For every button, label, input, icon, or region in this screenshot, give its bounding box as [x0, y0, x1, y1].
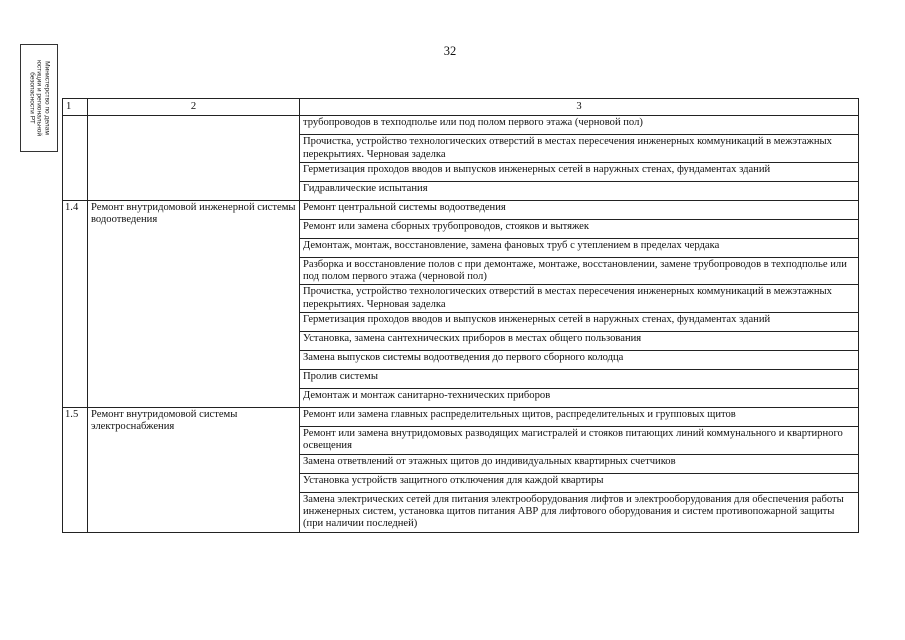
- work-item: Прочистка, устройство технологических отверстий в местах пересечения инженерных коммуникаций в межэтажных перекрытиях. Черновая заделка: [300, 285, 859, 313]
- work-item: Пролив системы: [300, 370, 859, 389]
- work-item: Замена выпусков системы водоотведения до первого сборного колодца: [300, 351, 859, 370]
- section-number: 1.5: [63, 408, 88, 532]
- table-row: [63, 116, 859, 135]
- work-item: Разборка и восстановление полов с при демонтаже, монтаже, восстановлении, замене трубопроводов в техподполье или под полом первого этажа (черновой пол): [300, 257, 859, 285]
- section-title: Ремонт внутридомовой инженерной системы водоотведения: [88, 200, 300, 407]
- ministry-stamp: [20, 44, 58, 152]
- work-item: Ремонт или замена сборных трубопроводов, стояков и вытяжек: [300, 219, 859, 238]
- stamp-line: Министерство по делам: [43, 61, 51, 135]
- work-item: Герметизация проходов вводов и выпусков инженерных сетей в наружных стенах, фундаментах зданий: [300, 162, 859, 181]
- work-item: Ремонт центральной системы водоотведения: [300, 200, 859, 219]
- section-title: Ремонт внутридомовой системы электроснабжения: [88, 408, 300, 532]
- work-item: Ремонт или замена внутридомовых разводящих магистралей и стояков питающих линий коммунального и квартирного освещения: [300, 427, 859, 455]
- header-cell: 3: [300, 99, 859, 116]
- work-item: Ремонт или замена главных распределительных щитов, распределительных и групповых щитов: [300, 408, 859, 427]
- table-row: [63, 408, 859, 427]
- work-item: Замена ответвлений от этажных щитов до индивидуальных квартирных счетчиков: [300, 454, 859, 473]
- work-item: Установка устройств защитного отключения для каждой квартиры: [300, 473, 859, 492]
- work-item: Герметизация проходов вводов и выпусков инженерных сетей в наружных стенах, фундаментах зданий: [300, 313, 859, 332]
- header-cell: 1: [63, 99, 88, 116]
- work-item: Демонтаж и монтаж санитарно-технических приборов: [300, 389, 859, 408]
- works-table: [62, 98, 859, 533]
- work-item: Замена электрических сетей для питания электрооборудования лифтов и электрооборудования для обеспечения работы инженерных систем, установка щитов питания АВР для лифтового оборудования и систем противопожарной защиты (при наличии последней): [300, 492, 859, 532]
- page-number: 32: [443, 44, 457, 58]
- work-item: трубопроводов в техподполье или под полом первого этажа (черновой пол): [300, 116, 859, 135]
- work-item: Демонтаж, монтаж, восстановление, замена фановых труб с утеплением в пределах чердака: [300, 238, 859, 257]
- section-number-cell: [63, 116, 88, 201]
- work-item: Прочистка, устройство технологических отверстий в местах пересечения инженерных коммуникаций в межэтажных перекрытиях. Черновая заделка: [300, 135, 859, 163]
- work-item: Гидравлические испытания: [300, 181, 859, 200]
- stamp-line: юстиции и региональной: [35, 59, 43, 137]
- table-header-row: [63, 99, 859, 116]
- section-number: 1.4: [63, 200, 88, 407]
- table-row: [63, 200, 859, 219]
- work-item: Установка, замена сантехнических приборов в местах общего пользования: [300, 332, 859, 351]
- stamp-line: безопасности РТ: [28, 72, 36, 124]
- section-title-cell: [88, 116, 300, 201]
- stamp-text: [28, 46, 51, 150]
- header-cell: 2: [88, 99, 300, 116]
